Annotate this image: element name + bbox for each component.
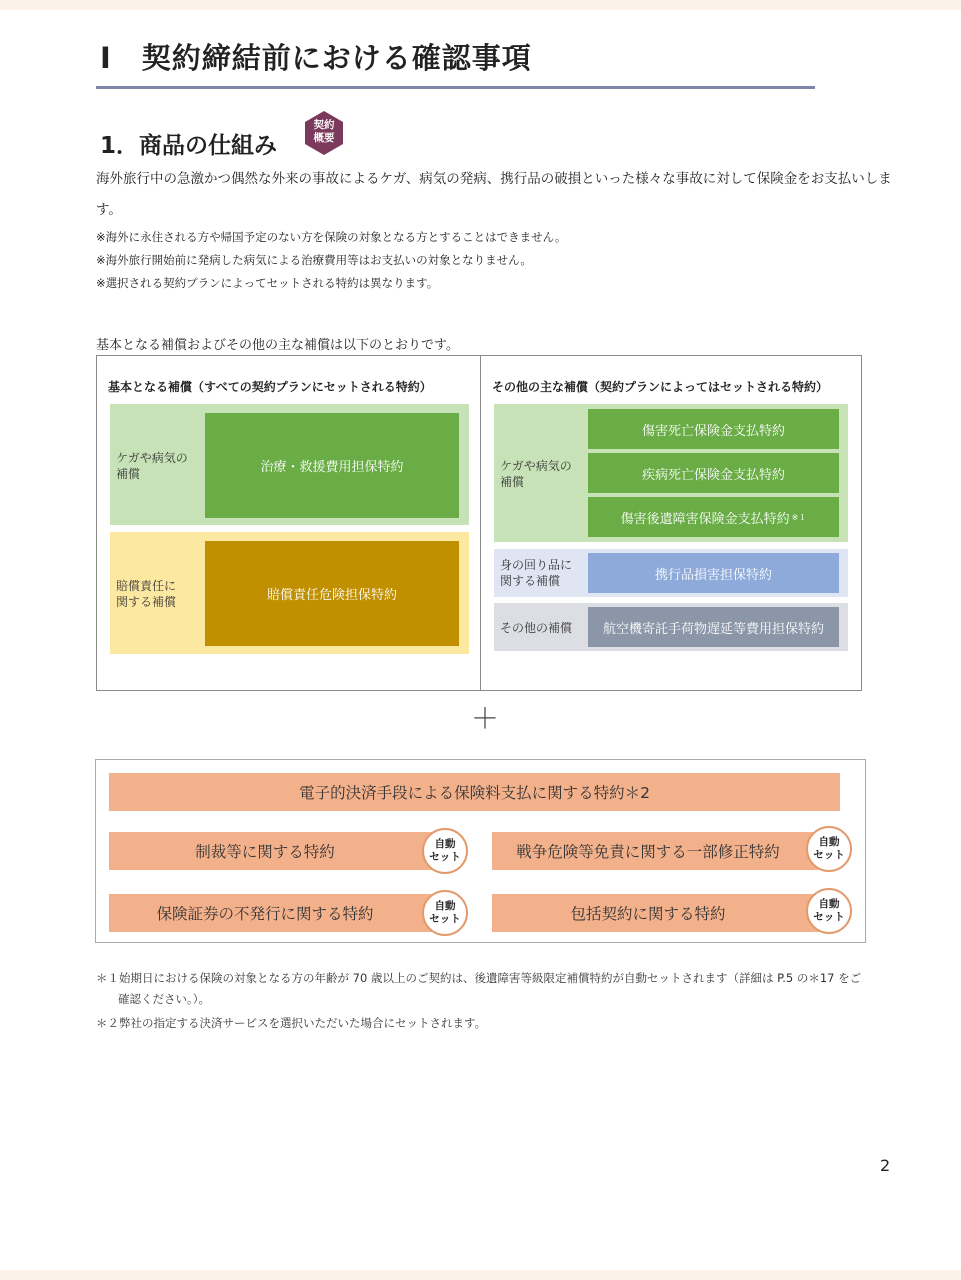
injury-illness-label [116, 450, 188, 482]
note-1: ※海外に永住される方や帰国予定のない方を保険の対象となる方とすることはできません。 [96, 230, 567, 244]
blanket-contract-rider [492, 894, 834, 932]
injury-death-rider: 傷害死亡保険金支払特約 [588, 409, 839, 449]
badge-line-1: 契約 [313, 119, 335, 131]
sanctions-rider-label: 制裁等に関する特約 [195, 843, 335, 861]
note-2: ※海外旅行開始前に発病した病気による治療費用等はお支払いの対象となりません。 [96, 253, 532, 267]
injury-disability-rider-sup: ※１ [791, 512, 807, 522]
right-injury-illness-label-line-1: ケガや病気の [500, 459, 572, 473]
injury-disability-rider-label: 傷害後遺障害保険金支払特約 [620, 511, 790, 527]
e-payment-rider: 電子的決済手段による保険料支払に関する特約＊2 [109, 773, 840, 811]
basic-coverage-header: 基本となる補償（すべての契約プランにセットされる特約） [108, 380, 432, 394]
belongings-label [500, 557, 572, 589]
liability-label [116, 578, 176, 610]
footnote-1-cont: 確認ください。）。 [118, 992, 210, 1006]
liability-label-line-2: 関する補償 [116, 595, 177, 609]
liability-rider: 賠償責任危険担保特約 [205, 541, 459, 646]
plus-sign: ＋ [471, 702, 500, 735]
war-risk-rider [492, 832, 834, 870]
war-risk-rider-label: 戦争危険等免責に関する一部修正特約 [516, 843, 780, 861]
intro-text: 海外旅行中の急激かつ偶然な外来の事故によるケガ、病気の発病、携行品の破損といった様々な事故に対して保険金をお支払いしま [96, 171, 892, 187]
badge-line-2: 概要 [313, 132, 335, 144]
auto-set-badge [422, 890, 468, 936]
note-3: ※選択される契約プランによってセットされる特約は異なります。 [96, 276, 439, 290]
auto-set-text: 自動 セット [813, 898, 845, 923]
lead-text: 基本となる補償およびその他の主な補償は以下のとおりです。 [96, 338, 459, 353]
medical-rescue-rider: 治療・救援費用担保特約 [205, 413, 459, 518]
auto-set-text: 自動 セット [813, 836, 845, 861]
section-title: 1．商品の仕組み [100, 133, 278, 159]
auto-set-badge [806, 826, 852, 872]
injury-illness-label-line-1: ケガや病気の [116, 451, 188, 465]
badge-label [302, 119, 346, 145]
top-band [0, 0, 961, 10]
belongings-damage-rider: 携行品損害担保特約 [588, 553, 839, 593]
injury-illness-label-line-2: 補償 [116, 467, 141, 481]
page-number: 2 [880, 1156, 891, 1175]
heading-rule [96, 86, 815, 89]
sanctions-rider [109, 832, 451, 870]
auto-set-badge [806, 888, 852, 934]
auto-set-text: 自動 セット [429, 838, 461, 863]
baggage-delay-rider: 航空機寄託手荷物遅延等費用担保特約 [588, 607, 839, 647]
liability-label-line-1: 賠償責任に [116, 579, 177, 593]
illness-death-rider: 疾病死亡保険金支払特約 [588, 453, 839, 493]
auto-set-badge [422, 828, 468, 874]
belongings-label-line-1: 身の回り品に [500, 558, 573, 572]
other-coverage-header: その他の主な補償（契約プランによってはセットされる特約） [492, 380, 829, 394]
right-injury-illness-label-line-2: 補償 [500, 475, 525, 489]
footnote-2: ＊２弊社の指定する決済サービスを選択いただいた場合にセットされます。 [96, 1016, 487, 1030]
blanket-contract-rider-label: 包括契約に関する特約 [570, 905, 726, 923]
bottom-band [0, 1270, 961, 1280]
no-certificate-rider [109, 894, 451, 932]
other-label: その他の補償 [500, 621, 573, 635]
no-certificate-rider-label: 保険証券の不発行に関する特約 [156, 905, 374, 923]
belongings-label-line-2: 関する補償 [500, 574, 561, 588]
footnote-1: ＊１始期日における保険の対象となる方の年齢が 70 歳以上のご契約は、後遺障害等級限定補償特約が自動セットされます（詳細は P.5 の＊17 をご [96, 971, 862, 985]
right-injury-illness-label [500, 458, 572, 490]
intro-text-cont: す。 [96, 202, 122, 218]
page-heading: Ⅰ 契約締結前における確認事項 [100, 41, 532, 75]
auto-set-text: 自動 セット [429, 900, 461, 925]
injury-disability-rider [588, 497, 839, 537]
